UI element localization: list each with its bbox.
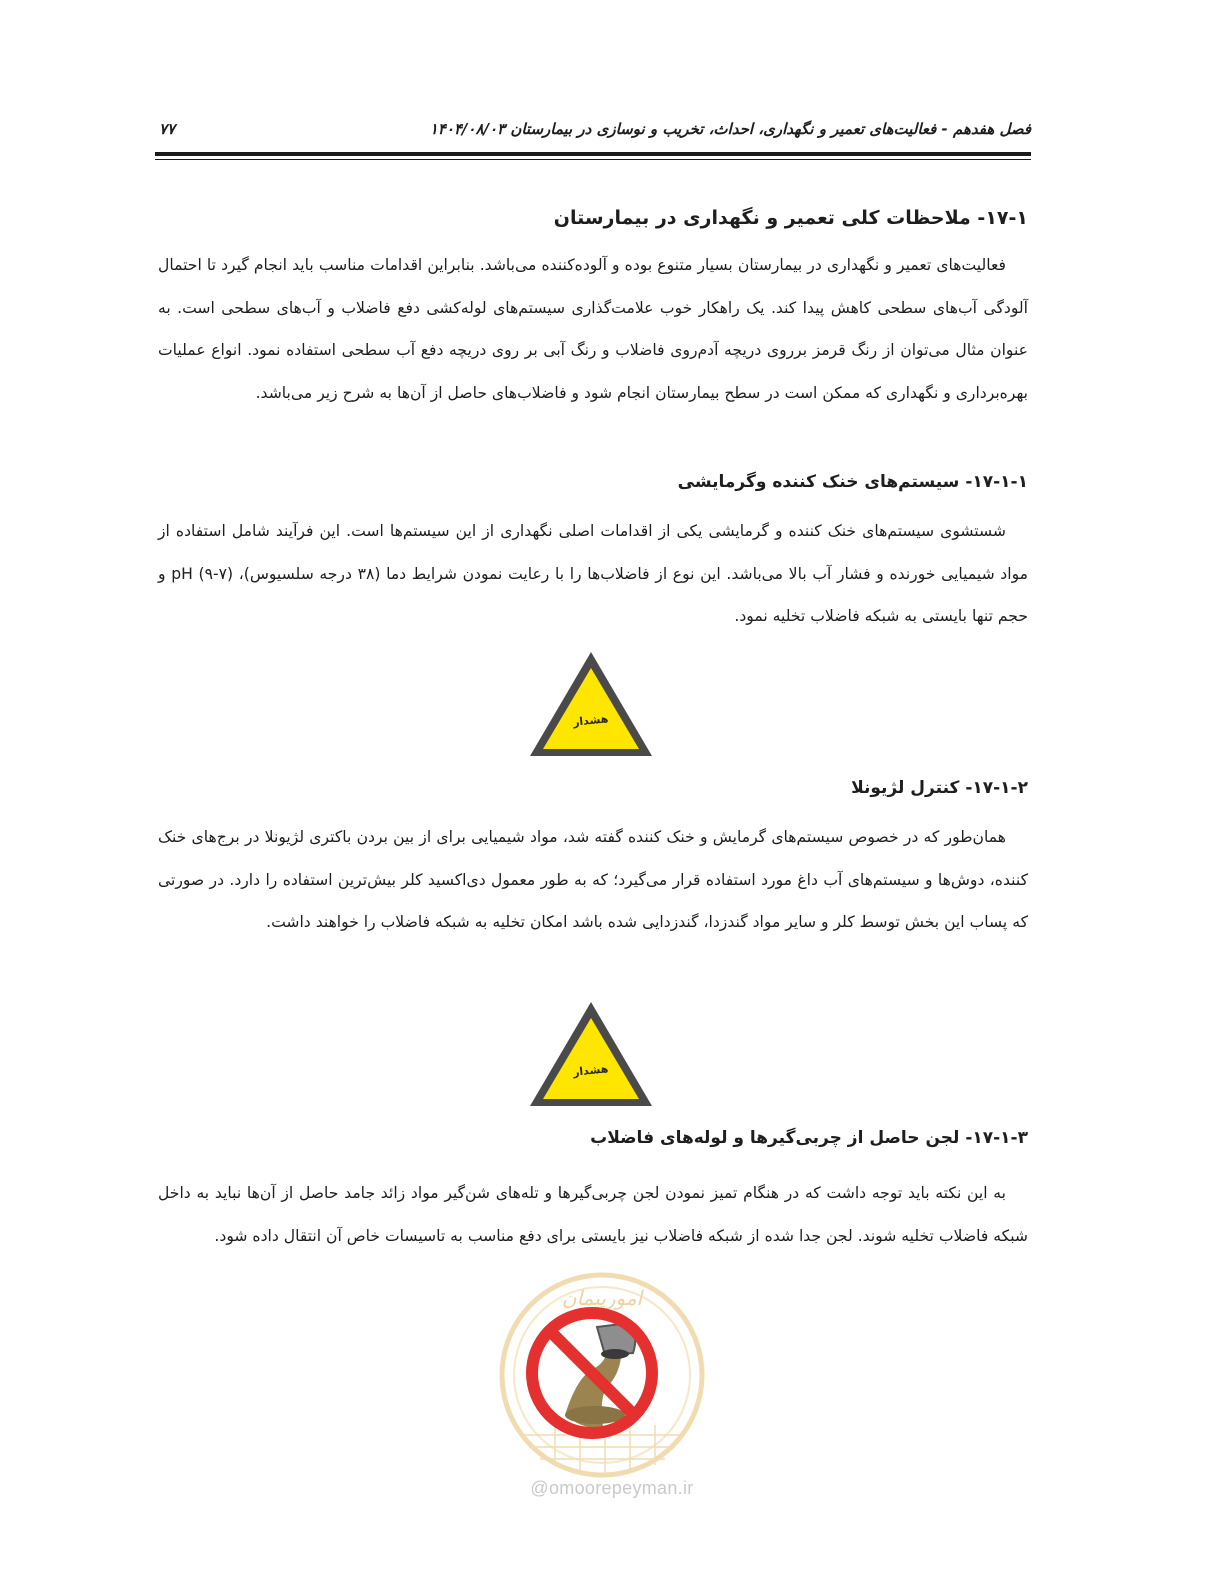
subsection-paragraph-cooling: شستشوی سیستم‌های خنک کننده و گرمایشی یکی از اقدامات اصلی نگهداری از این سیستم‌ها است. این فرآیند شامل استفاده از مواد شیمیایی خورنده و فشار آب بالا می‌باشد. این نوع از فاضلاب‌ها را با رعایت نمودن شرایط دما (۳۸ درجه سلسیوس)، pH (۹-۷) و حجم تنها بایستی به شبکه فاضلاب تخلیه نمود.: [158, 522, 1028, 625]
section-paragraph: فعالیت‌های تعمیر و نگهداری در بیمارستان بسیار متنوع بوده و آلوده‌کننده می‌باشد. بنابراین اقدامات مناسب باید انجام گیرد تا احتمال آلودگی آب‌های سطحی کاهش پیدا کند. یک راهکار خوب علامت‌گذاری سیستم‌های لوله‌کشی دفع فاضلاب و آب‌های سطحی است. به عنوان مثال می‌توان از رنگ قرمز برروی دریچه آدم‌روی فاضلاب و رنگ آبی بر روی دریچه دفع آب سطحی استفاده نمود. انواع عملیات بهره‌برداری و نگهداری که ممکن است در سطح بیمارستان انجام شود و فاضلاب‌های حاصل از آن‌ها به شرح زیر می‌باشد.: [158, 256, 1028, 402]
subsection-heading-legionella: ۱۷-۱-۲- کنترل لژیونلا: [851, 778, 1028, 798]
no-dumping-prohibition-icon: [495, 1265, 710, 1485]
page-number: ۷۷: [159, 120, 176, 138]
header-rule-thick: [155, 152, 1031, 156]
warning-label: هشدار: [572, 1062, 609, 1079]
subsection-heading-cooling: ۱۷-۱-۱- سیستم‌های خنک کننده وگرمایشی: [677, 472, 1028, 492]
warning-label: هشدار: [572, 712, 609, 729]
watermark-site: @omoorepeyman.ir: [530, 1478, 694, 1498]
warning-sign-icon: [526, 998, 656, 1110]
watermark-logo-text: امورپیمان: [561, 1286, 643, 1310]
header-title: فصل هفدهم - فعالیت‌های تعمیر و نگهداری، احداث، تخریب و نوسازی در بیمارستان ۱۴۰۴/۰۸/۰۳: [429, 120, 1031, 138]
subsection-heading-sludge: ۱۷-۱-۳- لجن حاصل از چربی‌گیرها و لوله‌های فاضلاب: [590, 1128, 1028, 1148]
header-rule-thin: [155, 159, 1031, 160]
warning-sign-icon: [526, 648, 656, 760]
page-header: [155, 120, 1031, 142]
section-heading: ۱۷-۱- ملاحظات کلی تعمیر و نگهداری در بیمارستان: [553, 207, 1028, 229]
subsection-paragraph-legionella: همان‌طور که در خصوص سیستم‌های گرمایش و خنک کننده گفته شد، مواد شیمیایی برای از بین بردن باکتری لژیونلا در برج‌های خنک کننده، دوش‌ها و سیستم‌های آب داغ مورد استفاده قرار می‌گیرد؛ که به طور معمول دی‌اکسید کلر بیش‌ترین استفاده را دارد. در صورتی که پساب این بخش توسط کلر و سایر مواد گندزدا، گندزدایی شده باشد امکان تخلیه به شبکه فاضلاب را خواهند داشت.: [158, 828, 1028, 931]
subsection-paragraph-sludge: به این نکته باید توجه داشت که در هنگام تمیز نمودن لجن چربی‌گیرها و تله‌های شن‌گیر مواد زائد جامد حاصل از آن‌ها نباید به داخل شبکه فاضلاب تخلیه شوند. لجن جدا شده از شبکه فاضلاب نیز بایستی برای دفع مناسب به تاسیسات خاص آن انتقال داده شود.: [158, 1184, 1028, 1245]
